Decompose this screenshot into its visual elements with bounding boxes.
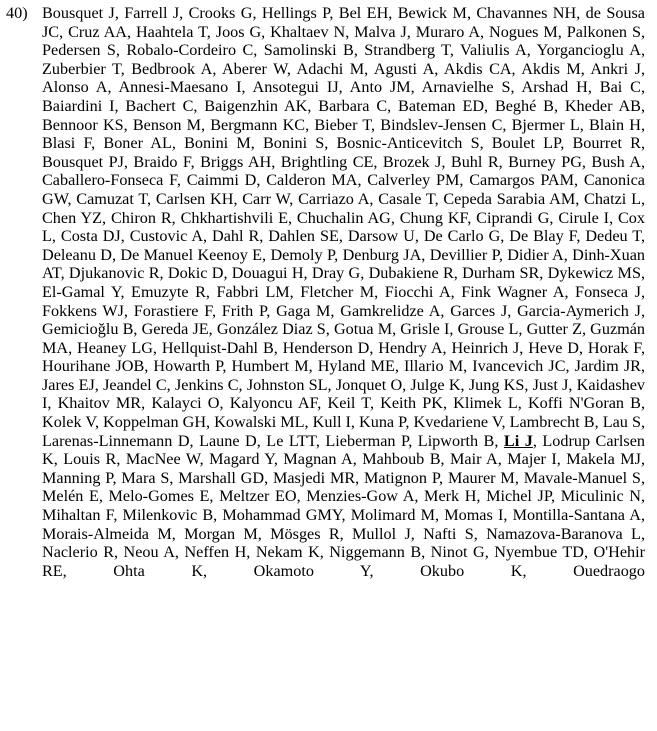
- author-list-part-1: Bousquet J, Farrell J, Crooks G, Hellings P, Bel EH, Bewick M, Chavannes NH, de Sousa JC, Cruz AA, Haahtela T, Joos G, Khaltaev N, Malva J, Muraro A, Nogues M, Palkonen S, Pedersen S, Robalo-Cordeiro C, Samolinski B, Strandberg T, Valiulis A, Yorgancioglu A, Zuberbier T, Bedbrook A, Aberer W, Adachi M, Agusti A, Akdis CA, Akdis M, Ankri J, Alonso A, Annesi-Maesano I, Ansotegui IJ, Anto JM, Arnavielhe S, Arshad H, Bai C, Baiardini I, Bachert C, Baigenzhin AK, Barbara C, Bateman ED, Beghé B, Kheder AB, Bennoor KS, Benson M, Bergmann KC, Bieber T, Bindslev-Jensen C, Bjermer L, Blain H, Blasi F, Boner AL, Bonini M, Bonini S, Bosnic-Anticevitch S, Boulet LP, Bourret R, Bousquet PJ, Braido F, Briggs AH, Brightling CE, Brozek J, Buhl R, Burney PG, Bush A, Caballero-Fonseca F, Caimmi D, Calderon MA, Calverley PM, Camargos PAM, Canonica GW, Camuzat T, Carlsen KH, Carr W, Carriazo A, Casale T, Cepeda Sarabia AM, Chatzi L, Chen YZ, Chiron R, Chkhartishvili E, Chuchalin AG, Chung KF, Ciprandi G, Cirule I, Cox L, Costa DJ, Custovic A, Dahl R, Dahlen SE, Darsow U, De Carlo G, De Blay F, Dedeu T, Deleanu D, De Manuel Keenoy E, Demoly P, Denburg JA, Devillier P, Didier A, Dinh-Xuan AT, Djukanovic R, Dokic D, Douagui H, Dray G, Dubakiene R, Durham SR, Dykewicz MS, El-Gamal Y, Emuzyte R, Fabbri LM, Fletcher M, Fiocchi A, Fink Wagner A, Fonseca J, Fokkens WJ, Forastiere F, Frith P, Gaga M, Gamkrelidze A, Garces J, Garcia-Aymerich J, Gemicioğlu B, Gereda JE, González Diaz S, Gotua M, Grisle I, Grouse L, Gutter Z, Guzmán MA, Heaney LG, Hellquist-Dahl B, Henderson D, Hendry A, Heinrich J, Heve D, Horak F, Hourihane JOB, Howarth P, Humbert M, Hyland ME, Illario M, Ivancevich JC, Jardim JR, Jares EJ, Jeandel C, Jenkins C, Johnston SL, Jonquet O, Julge K, Jung KS, Just J, Kaidashev I, Khaitov MR, Kalayci O, Kalyoncu AF, Keil T, Keith PK, Klimek L, Koffi N'Goran B, Kolek V, Koppelman GH, Kowalski ML, Kull I, Kuna P, Kvedariene V, Lambrecht B, Lau S, Larenas-Linnemann D, Laune D, Le LTT, Lieberman P, Lipworth B,: [42, 4, 645, 450]
- reference-number: 40): [6, 4, 28, 22]
- author-list: [42, 4, 645, 580]
- reference-entry: [6, 4, 645, 580]
- highlighted-author: Li J: [503, 431, 533, 450]
- author-list-part-2: , Lodrup Carlsen K, Louis R, MacNee W, Magard Y, Magnan A, Mahboub B, Mair A, Majer I, Makela MJ, Manning P, Mara S, Marshall GD, Masjedi MR, Matignon P, Maurer M, Mavale-Manuel S, Melén E, Melo-Gomes E, Meltzer EO, Menzies-Gow A, Merk H, Michel JP, Miculinic N, Mihaltan F, Milenkovic B, Mohammad GMY, Molimard M, Momas I, Montilla-Santana A, Morais-Almeida M, Morgan M, Mösges R, Mullol J, Nafti S, Namazova-Baranova L, Naclerio R, Neou A, Neffen H, Nekam K, Niggemann B, Ninot G, Nyembue TD, O'Hehir RE, Ohta K, Okamoto Y, Okubo K, Ouedraogo: [42, 431, 645, 580]
